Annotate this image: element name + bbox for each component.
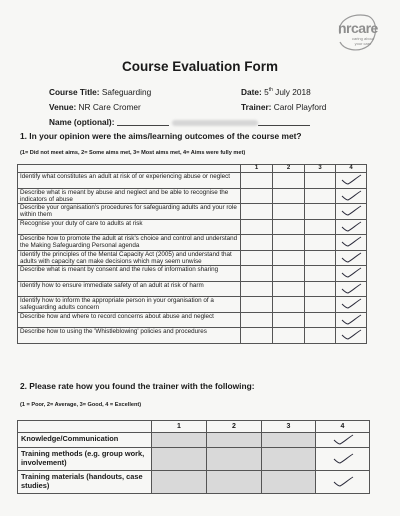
handwritten-tick-icon <box>340 298 362 310</box>
row-label: Recognise your duty of care to adults at risk <box>18 219 241 235</box>
question-1: 1. In your opinion were the aims/learning outcomes of the course met? <box>20 131 302 141</box>
row-label: Training materials (handouts, case studies) <box>18 471 152 494</box>
rating-column-header-1: 1 <box>241 165 273 173</box>
venue-field <box>49 102 141 112</box>
form-title: Course Evaluation Form <box>121 59 279 74</box>
handwritten-tick-icon <box>332 434 354 446</box>
handwritten-tick-icon <box>340 314 362 326</box>
venue-label: Venue: <box>49 102 77 112</box>
rating-cell-2[interactable] <box>273 328 305 344</box>
rating-cell-3[interactable] <box>305 312 336 328</box>
aims-table <box>17 164 367 344</box>
rating-cell-4[interactable] <box>336 219 367 235</box>
question-2: 2. Please rate how you found the trainer with the following: <box>20 381 255 391</box>
rating-cell-3[interactable] <box>305 173 336 189</box>
rating-cell-3[interactable] <box>262 448 316 471</box>
table-row <box>18 266 367 282</box>
rating-cell-3[interactable] <box>305 250 336 266</box>
rating-cell-1[interactable] <box>241 281 273 297</box>
rating-cell-3[interactable] <box>305 219 336 235</box>
rating-column-header-2: 2 <box>207 421 262 433</box>
rating-cell-2[interactable] <box>207 448 262 471</box>
venue-value: NR Care Cromer <box>78 102 141 112</box>
handwritten-tick-icon <box>332 476 354 488</box>
date-label: Date: <box>241 87 262 97</box>
rating-cell-2[interactable] <box>273 235 305 251</box>
table-row <box>18 312 367 328</box>
row-label: Describe what is meant by consent and the rules of information sharing <box>18 266 241 282</box>
rating-cell-3[interactable] <box>305 235 336 251</box>
course-title-label: Course Title: <box>49 87 100 97</box>
rating-cell-2[interactable] <box>273 250 305 266</box>
table-row <box>18 219 367 235</box>
rating-column-header-2: 2 <box>273 165 305 173</box>
rating-cell-1[interactable] <box>241 219 273 235</box>
handwritten-tick-icon <box>340 236 362 248</box>
rating-cell-3[interactable] <box>262 433 316 448</box>
table-row <box>18 297 367 313</box>
rating-column-header-4: 4 <box>336 165 367 173</box>
table-row <box>18 448 370 471</box>
date-month-year: July 2018 <box>272 87 311 97</box>
trainer-rating-table <box>17 420 370 494</box>
rating-cell-3[interactable] <box>262 471 316 494</box>
rating-cell-1[interactable] <box>241 173 273 189</box>
rating-cell-4[interactable] <box>336 250 367 266</box>
rating-cell-2[interactable] <box>273 204 305 220</box>
row-label: Knowledge/Communication <box>18 433 152 448</box>
name-underline-left <box>117 119 169 126</box>
question-1-scale: (1= Did not meet aims, 2= Some aims met, 3= Most aims met, 4= Aims were fully met) <box>20 150 246 156</box>
rating-cell-4[interactable] <box>336 204 367 220</box>
nrcare-logo <box>334 10 380 60</box>
row-label: Describe what is meant by abuse and neglect and be able to recognise the indicators of abuse <box>18 188 241 204</box>
handwritten-tick-icon <box>340 221 362 233</box>
row-label: Identify how to ensure immediate safety of an adult at risk of harm <box>18 281 241 297</box>
table-row <box>18 250 367 266</box>
rating-cell-3[interactable] <box>305 328 336 344</box>
row-label: Describe how to promote the adult at risk's choice and control and understand the Making Safeguarding Personal agenda <box>18 235 241 251</box>
rating-cell-1[interactable] <box>152 433 207 448</box>
name-label: Name (optional): <box>49 117 115 127</box>
rating-cell-4[interactable] <box>316 448 370 471</box>
table-row <box>18 235 367 251</box>
rating-cell-2[interactable] <box>207 471 262 494</box>
header-blank-cell <box>18 421 152 433</box>
row-label: Identify the principles of the Mental Capacity Act (2005) and understand that adults with capacity can make decisions which may seem unwise <box>18 250 241 266</box>
rating-cell-4[interactable] <box>316 471 370 494</box>
rating-cell-4[interactable] <box>316 433 370 448</box>
rating-cell-2[interactable] <box>273 281 305 297</box>
rating-cell-3[interactable] <box>305 281 336 297</box>
rating-cell-4[interactable] <box>336 173 367 189</box>
trainer-value: Carol Playford <box>273 102 327 112</box>
rating-cell-4[interactable] <box>336 235 367 251</box>
question-2-scale: (1 = Poor, 2= Average, 3= Good, 4 = Excellent) <box>20 402 142 408</box>
name-field[interactable] <box>49 117 310 127</box>
rating-cell-2[interactable] <box>273 188 305 204</box>
rating-cell-1[interactable] <box>241 312 273 328</box>
rating-cell-4[interactable] <box>336 297 367 313</box>
rating-cell-1[interactable] <box>241 250 273 266</box>
rating-cell-2[interactable] <box>273 312 305 328</box>
table-row <box>18 433 370 448</box>
handwritten-tick-icon <box>340 283 362 295</box>
rating-cell-3[interactable] <box>305 266 336 282</box>
redacted-name <box>172 120 258 126</box>
handwritten-tick-icon <box>340 252 362 264</box>
table-row <box>18 328 367 344</box>
row-label: Describe how and where to record concerns about abuse and neglect <box>18 312 241 328</box>
row-label: Describe your organisation's procedures for safeguarding adults and your role within them <box>18 204 241 220</box>
handwritten-tick-icon <box>340 329 362 341</box>
rating-cell-1[interactable] <box>241 266 273 282</box>
table-row <box>18 204 367 220</box>
rating-cell-1[interactable] <box>241 188 273 204</box>
trainer-label: Trainer: <box>241 102 272 112</box>
row-label: Describe how to using the 'Whistleblowing' policies and procedures <box>18 328 241 344</box>
handwritten-tick-icon <box>340 267 362 279</box>
rating-cell-4[interactable] <box>336 266 367 282</box>
rating-column-header-3: 3 <box>262 421 316 433</box>
rating-cell-1[interactable] <box>241 204 273 220</box>
date-day: 5 <box>264 87 269 97</box>
rating-cell-3[interactable] <box>305 188 336 204</box>
rating-column-header-4: 4 <box>316 421 370 433</box>
handwritten-tick-icon <box>340 205 362 217</box>
rating-cell-2[interactable] <box>207 433 262 448</box>
table-row <box>18 173 367 189</box>
rating-cell-1[interactable] <box>152 471 207 494</box>
course-title-value: Safeguarding <box>101 87 152 97</box>
name-underline-right <box>258 119 310 126</box>
logo-tagline: caring about your care <box>351 36 374 46</box>
rating-column-header-3: 3 <box>305 165 336 173</box>
rating-cell-2[interactable] <box>273 173 305 189</box>
rating-cell-1[interactable] <box>241 328 273 344</box>
table-row <box>18 471 370 494</box>
rating-cell-3[interactable] <box>305 204 336 220</box>
handwritten-tick-icon <box>332 453 354 465</box>
rating-cell-3[interactable] <box>305 297 336 313</box>
rating-cell-4[interactable] <box>336 312 367 328</box>
rating-cell-1[interactable] <box>241 235 273 251</box>
handwritten-tick-icon <box>340 174 362 186</box>
rating-cell-4[interactable] <box>336 328 367 344</box>
rating-cell-4[interactable] <box>336 188 367 204</box>
rating-cell-4[interactable] <box>336 281 367 297</box>
header-blank-cell <box>18 165 241 173</box>
rating-column-header-1: 1 <box>152 421 207 433</box>
row-label: Identify how to inform the appropriate person in your organisation of a safeguarding adults concern <box>18 297 241 313</box>
rating-cell-2[interactable] <box>273 297 305 313</box>
date-suffix: th <box>268 87 273 94</box>
rating-cell-1[interactable] <box>152 448 207 471</box>
rating-cell-2[interactable] <box>273 219 305 235</box>
rating-cell-2[interactable] <box>273 266 305 282</box>
row-label: Training methods (e.g. group work, involvement) <box>18 448 152 471</box>
trainer-field <box>241 102 326 112</box>
logo-brand: nrcare <box>338 20 378 36</box>
table-header-row <box>18 165 367 173</box>
row-label: Identify what constitutes an adult at risk of or experiencing abuse or neglect <box>18 173 241 189</box>
table-row <box>18 188 367 204</box>
date-field <box>241 87 311 97</box>
rating-cell-1[interactable] <box>241 297 273 313</box>
table-row <box>18 281 367 297</box>
table-header-row <box>18 421 370 433</box>
course-title-field <box>49 87 151 97</box>
handwritten-tick-icon <box>340 190 362 202</box>
